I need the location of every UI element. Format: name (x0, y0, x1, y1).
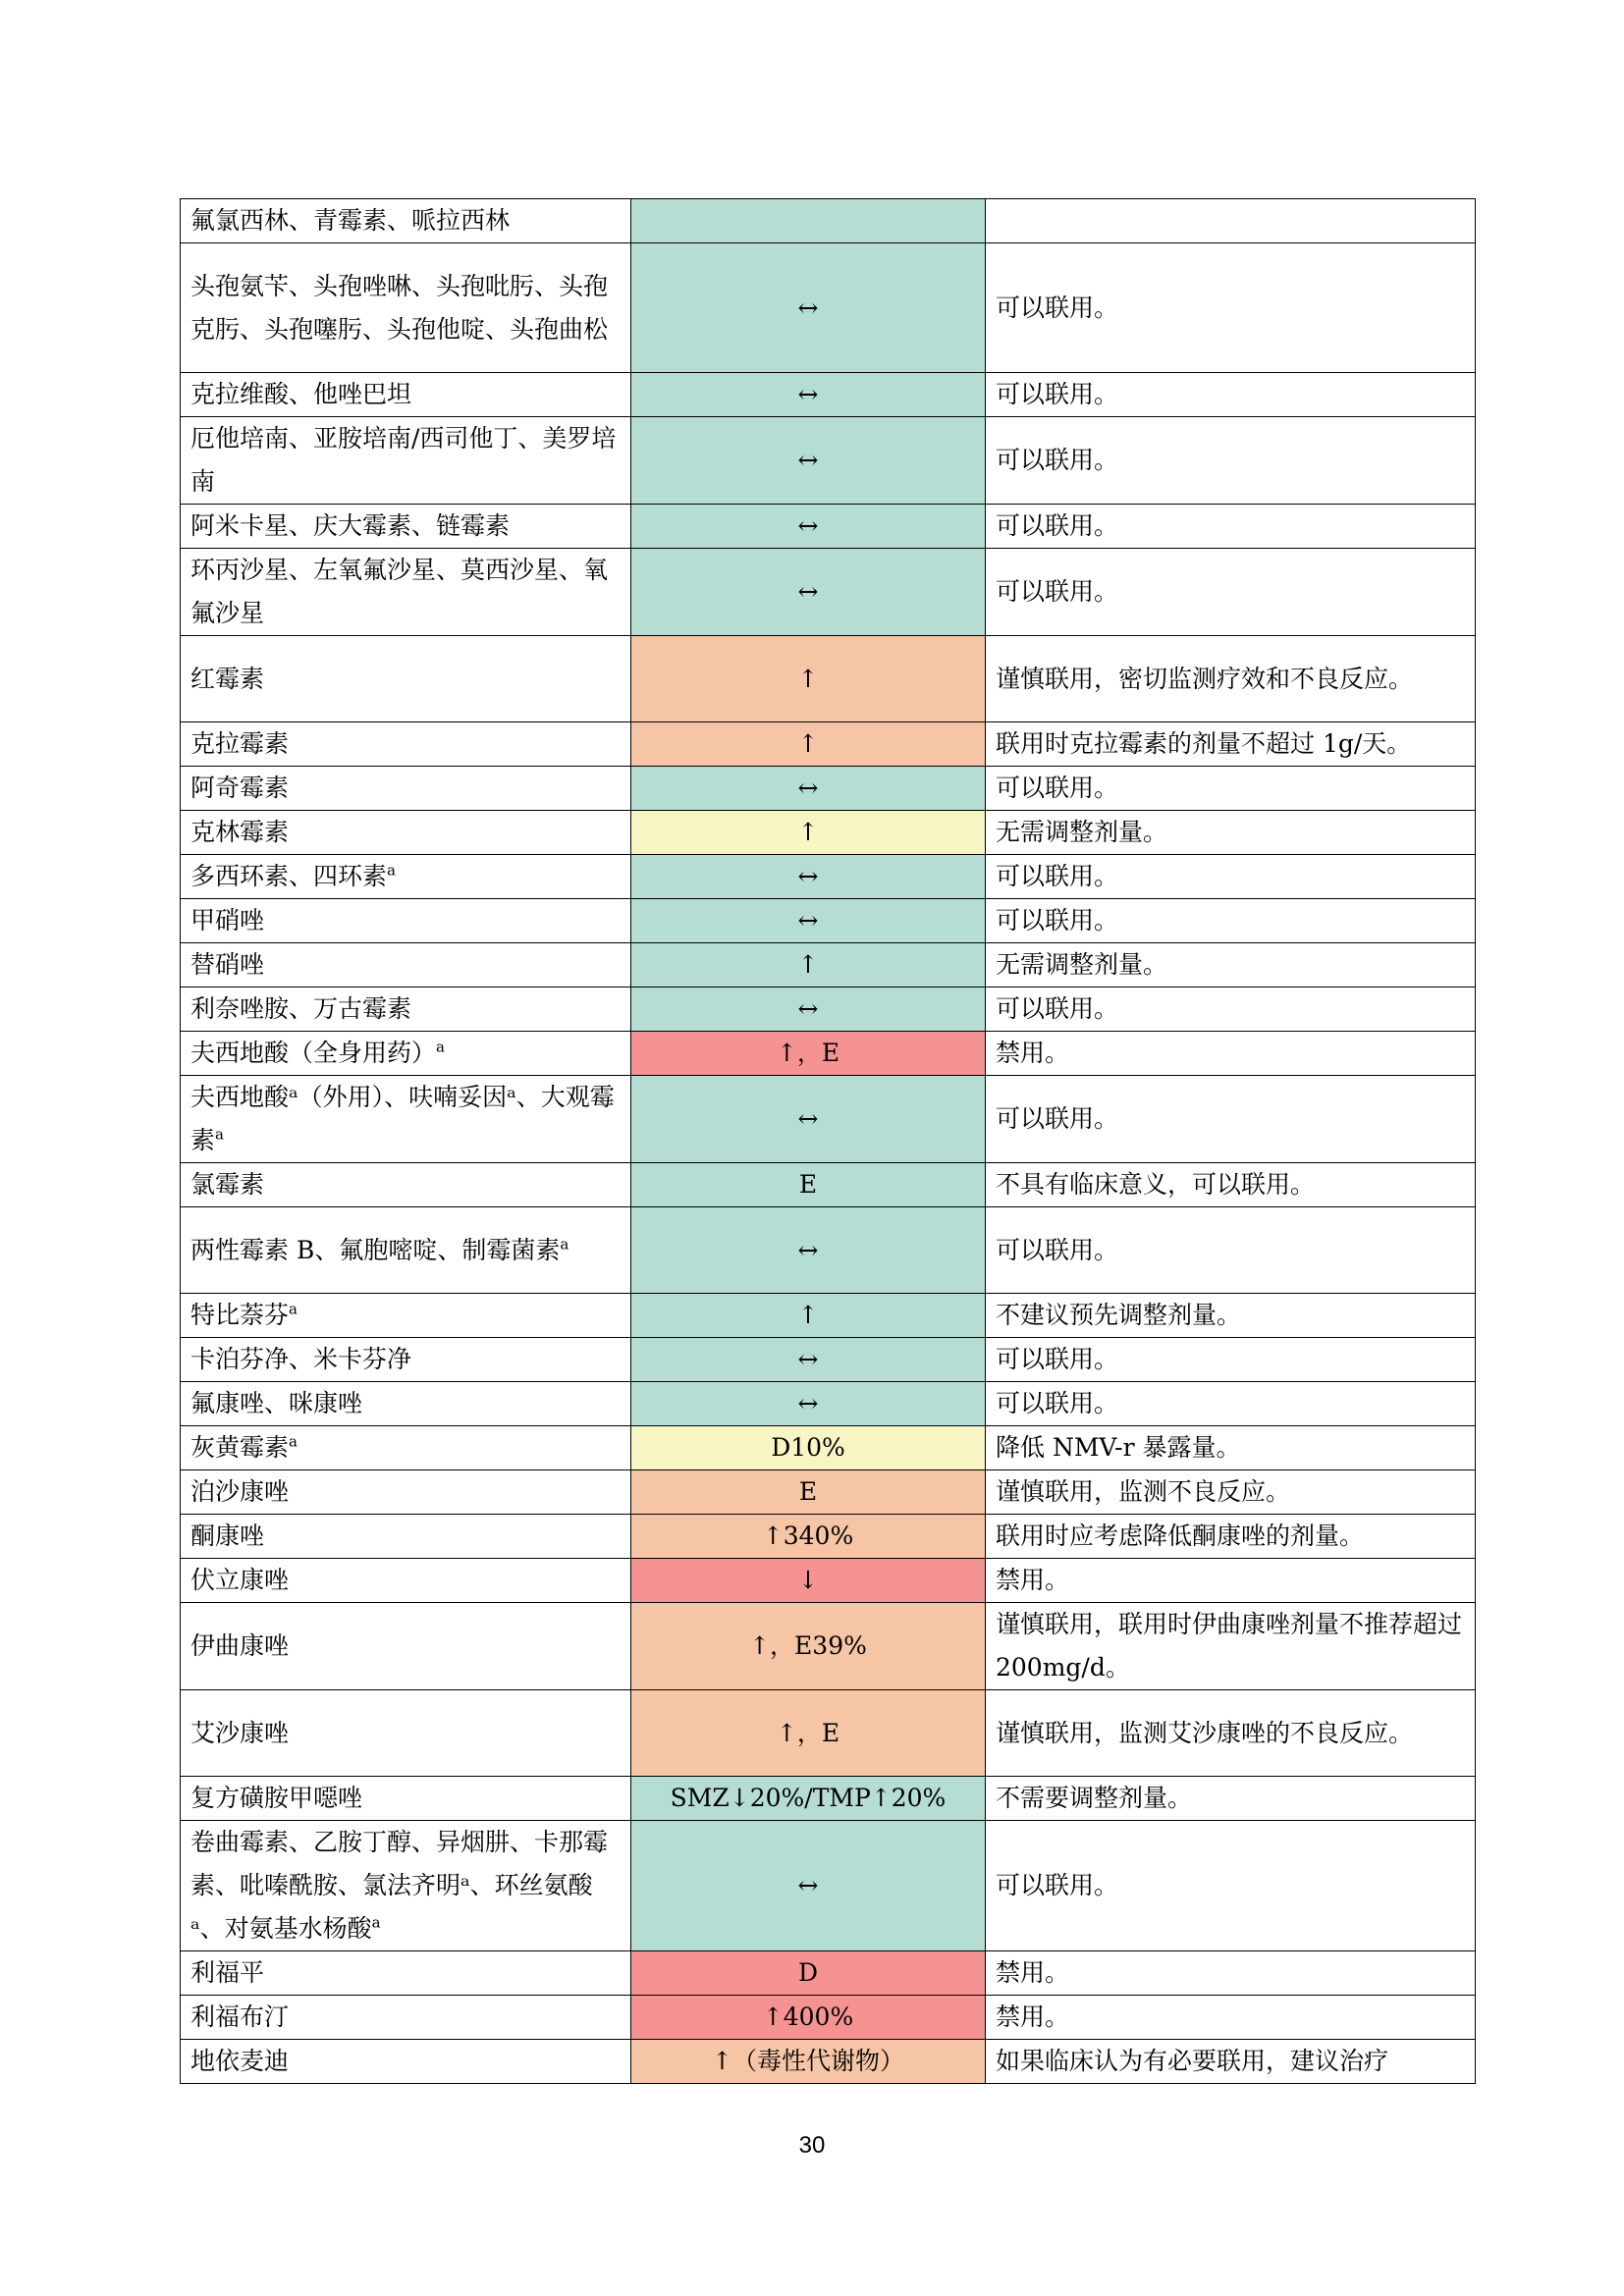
drug-name-cell (181, 1515, 631, 1559)
drug-name: 环丙沙星、左氧氟沙星、莫西沙星、氧氟沙星 (190, 556, 609, 627)
interaction-effect-cell: ↔ (631, 1821, 986, 1951)
footnote-marker: a (289, 1432, 298, 1451)
table-row (181, 988, 1476, 1032)
table-row (181, 1338, 1476, 1382)
drug-name-cell (181, 1163, 631, 1207)
drug-name-cell (181, 243, 631, 373)
interaction-effect-cell: E (631, 1470, 986, 1515)
drug-name: 阿米卡星、庆大霉素、链霉素 (190, 511, 511, 540)
table-row (181, 417, 1476, 505)
footnote-marker: a (387, 861, 396, 880)
drug-name-cell (181, 636, 631, 722)
drug-name: 地依麦迪 (190, 2047, 290, 2075)
table-row (181, 767, 1476, 811)
recommendation-cell: 可以联用。 (986, 373, 1476, 417)
recommendation-cell: 可以联用。 (986, 988, 1476, 1032)
table-row (181, 636, 1476, 722)
interaction-effect-cell: ↔ (631, 373, 986, 417)
recommendation-cell: 可以联用。 (986, 417, 1476, 505)
drug-name-cell (181, 988, 631, 1032)
table-row (181, 1996, 1476, 2040)
table-row (181, 1076, 1476, 1163)
recommendation-cell: 可以联用。 (986, 1821, 1476, 1951)
drug-name-cell (181, 2040, 631, 2084)
drug-name: 克拉霉素 (190, 729, 290, 758)
drug-name: 灰黄霉素 (190, 1433, 290, 1462)
interaction-effect-cell: ↔ (631, 1382, 986, 1426)
drug-name: 甲硝唑 (190, 906, 265, 934)
table-row (181, 1515, 1476, 1559)
recommendation-cell: 可以联用。 (986, 1338, 1476, 1382)
interaction-effect-cell: ↔ (631, 243, 986, 373)
drug-name-cell (181, 1821, 631, 1951)
drug-name: 复方磺胺甲噁唑 (190, 1784, 363, 1812)
table-row (181, 1470, 1476, 1515)
interaction-effect-cell: ↔ (631, 988, 986, 1032)
drug-name: 氟氯西林、青霉素、哌拉西林 (190, 206, 511, 235)
interaction-effect-cell: ↑400% (631, 1996, 986, 2040)
recommendation-cell: 禁用。 (986, 1559, 1476, 1603)
interaction-effect-cell: ↔ (631, 505, 986, 549)
recommendation-cell: 可以联用。 (986, 1382, 1476, 1426)
drug-name-cell (181, 505, 631, 549)
drug-name: 红霉素 (190, 664, 265, 693)
table-row (181, 1382, 1476, 1426)
recommendation-cell: 降低 NMV-r 暴露量。 (986, 1426, 1476, 1470)
drug-name-cell (181, 417, 631, 505)
drug-name: 头孢氨苄、头孢唑啉、头孢吡肟、头孢克肟、头孢噻肟、头孢他啶、头孢曲松 (190, 271, 609, 344)
interaction-effect-cell: ↑340% (631, 1515, 986, 1559)
footnote-marker: a (436, 1038, 445, 1056)
table-row (181, 1207, 1476, 1294)
interaction-effect-cell: ↔ (631, 899, 986, 943)
drug-name: 利福布汀 (190, 2002, 290, 2031)
footnote-marker: a (289, 1300, 298, 1318)
drug-name: 伊曲康唑 (190, 1631, 290, 1660)
recommendation-cell: 禁用。 (986, 1996, 1476, 2040)
table-row (181, 199, 1476, 243)
drug-name-cell (181, 1076, 631, 1163)
drug-name-cell (181, 767, 631, 811)
interaction-effect-cell: ↔ (631, 1207, 986, 1294)
interaction-effect-cell: ↑（毒性代谢物） (631, 2040, 986, 2084)
drug-name: 伏立康唑 (190, 1566, 290, 1594)
table-row (181, 373, 1476, 417)
drug-name: 阿奇霉素 (190, 774, 290, 802)
recommendation-cell: 无需调整剂量。 (986, 811, 1476, 855)
drug-name-cell (181, 1559, 631, 1603)
page-number: 30 (798, 2132, 826, 2159)
drug-name: 利奈唑胺、万古霉素 (190, 994, 412, 1023)
interaction-effect-cell: ↔ (631, 855, 986, 899)
recommendation-cell: 禁用。 (986, 1951, 1476, 1996)
table-row (181, 855, 1476, 899)
recommendation-cell: 可以联用。 (986, 899, 1476, 943)
drug-name: 克拉维酸、他唑巴坦 (190, 380, 412, 408)
table-row (181, 1294, 1476, 1338)
table-row (181, 2040, 1476, 2084)
interaction-effect-cell: ↑ (631, 636, 986, 722)
recommendation-cell: 不建议预先调整剂量。 (986, 1294, 1476, 1338)
recommendation-cell: 可以联用。 (986, 243, 1476, 373)
recommendation-cell: 可以联用。 (986, 1207, 1476, 1294)
drug-name: 氟康唑、咪康唑 (190, 1389, 363, 1417)
recommendation-cell: 可以联用。 (986, 855, 1476, 899)
interaction-effect-cell: ↑，E (631, 1690, 986, 1777)
drug-name-cell (181, 943, 631, 988)
drug-name: 卡泊芬净、米卡芬净 (190, 1345, 412, 1373)
drug-name: 卷曲霉素、乙胺丁醇、异烟肼、卡那霉素、吡嗪酰胺、氯法齐明ᵃ、环丝氨酸ᵃ、对氨基水杨酸 (190, 1828, 609, 1943)
drug-name: 夫西地酸ᵃ（外用）、呋喃妥因ᵃ、大观霉素 (190, 1083, 615, 1154)
table-row (181, 1163, 1476, 1207)
drug-name: 克林霉素 (190, 818, 290, 846)
drug-name-cell (181, 899, 631, 943)
drug-name-cell (181, 1951, 631, 1996)
drug-name-cell (181, 1032, 631, 1076)
table-row (181, 899, 1476, 943)
drug-name: 两性霉素 B、氟胞嘧啶、制霉菌素 (190, 1235, 561, 1264)
interaction-effect-cell: D (631, 1951, 986, 1996)
drug-name-cell (181, 373, 631, 417)
table-row (181, 1777, 1476, 1821)
drug-name: 替硝唑 (190, 950, 265, 979)
drug-name-cell (181, 1382, 631, 1426)
drug-name-cell (181, 1603, 631, 1690)
recommendation-cell: 不需要调整剂量。 (986, 1777, 1476, 1821)
interaction-effect-cell: ↔ (631, 1338, 986, 1382)
drug-name-cell (181, 811, 631, 855)
recommendation-cell: 可以联用。 (986, 549, 1476, 636)
table-row (181, 1559, 1476, 1603)
drug-name-cell (181, 199, 631, 243)
recommendation-cell: 谨慎联用，联用时伊曲康唑剂量不推荐超过 200mg/d。 (986, 1603, 1476, 1690)
interaction-effect-cell: ↓ (631, 1559, 986, 1603)
recommendation-cell: 联用时克拉霉素的剂量不超过 1g/天。 (986, 722, 1476, 767)
drug-name-cell (181, 1338, 631, 1382)
table-row (181, 1821, 1476, 1951)
recommendation-cell: 可以联用。 (986, 767, 1476, 811)
drug-name-cell (181, 1207, 631, 1294)
drug-name: 多西环素、四环素 (190, 862, 388, 890)
interaction-effect-cell: ↑，E39% (631, 1603, 986, 1690)
interaction-effect-cell: ↑ (631, 811, 986, 855)
drug-name-cell (181, 855, 631, 899)
drug-name: 艾沙康唑 (190, 1718, 290, 1747)
recommendation-cell: 不具有临床意义，可以联用。 (986, 1163, 1476, 1207)
table-row (181, 811, 1476, 855)
drug-name-cell (181, 1426, 631, 1470)
recommendation-cell: 可以联用。 (986, 505, 1476, 549)
interaction-effect-cell: ↑ (631, 1294, 986, 1338)
table-row (181, 1603, 1476, 1690)
recommendation-cell: 联用时应考虑降低酮康唑的剂量。 (986, 1515, 1476, 1559)
drug-name: 利福平 (190, 1958, 265, 1987)
table-row (181, 1032, 1476, 1076)
interaction-effect-cell: E (631, 1163, 986, 1207)
interaction-effect-cell (631, 199, 986, 243)
recommendation-cell: 谨慎联用，监测艾沙康唑的不良反应。 (986, 1690, 1476, 1777)
drug-name-cell (181, 722, 631, 767)
drug-name: 泊沙康唑 (190, 1477, 290, 1506)
recommendation-cell (986, 199, 1476, 243)
table-row (181, 243, 1476, 373)
drug-name: 厄他培南、亚胺培南/西司他丁、美罗培南 (190, 424, 617, 496)
recommendation-cell: 谨慎联用，监测不良反应。 (986, 1470, 1476, 1515)
table-body (181, 199, 1476, 2084)
table-row (181, 549, 1476, 636)
table-row (181, 1690, 1476, 1777)
table-row (181, 1426, 1476, 1470)
interaction-effect-cell: SMZ↓20%/TMP↑20% (631, 1777, 986, 1821)
drug-name-cell (181, 1470, 631, 1515)
footnote-marker: a (560, 1235, 569, 1254)
drug-name-cell (181, 1996, 631, 2040)
footnote-marker: a (371, 1913, 381, 1932)
recommendation-cell: 禁用。 (986, 1032, 1476, 1076)
drug-name-cell (181, 1294, 631, 1338)
interaction-effect-cell: ↔ (631, 549, 986, 636)
interaction-effect-cell: ↑ (631, 943, 986, 988)
interaction-effect-cell: ↑ (631, 722, 986, 767)
interaction-effect-cell: ↔ (631, 417, 986, 505)
recommendation-cell: 无需调整剂量。 (986, 943, 1476, 988)
drug-name: 夫西地酸（全身用药） (190, 1039, 437, 1067)
footnote-marker: a (215, 1125, 224, 1144)
recommendation-cell: 可以联用。 (986, 1076, 1476, 1163)
drug-name-cell (181, 549, 631, 636)
drug-name: 氯霉素 (190, 1170, 265, 1199)
interaction-effect-cell: ↔ (631, 1076, 986, 1163)
recommendation-cell: 如果临床认为有必要联用，建议治疗 (986, 2040, 1476, 2084)
interaction-effect-cell: D10% (631, 1426, 986, 1470)
recommendation-cell: 谨慎联用，密切监测疗效和不良反应。 (986, 636, 1476, 722)
drug-interaction-table (180, 198, 1476, 2084)
drug-name-cell (181, 1777, 631, 1821)
interaction-effect-cell: ↔ (631, 767, 986, 811)
table-row (181, 943, 1476, 988)
drug-name: 特比萘芬 (190, 1301, 290, 1329)
table-row (181, 722, 1476, 767)
interaction-effect-cell: ↑，E (631, 1032, 986, 1076)
drug-name-cell (181, 1690, 631, 1777)
table-row (181, 505, 1476, 549)
drug-name: 酮康唑 (190, 1522, 265, 1550)
table-row (181, 1951, 1476, 1996)
